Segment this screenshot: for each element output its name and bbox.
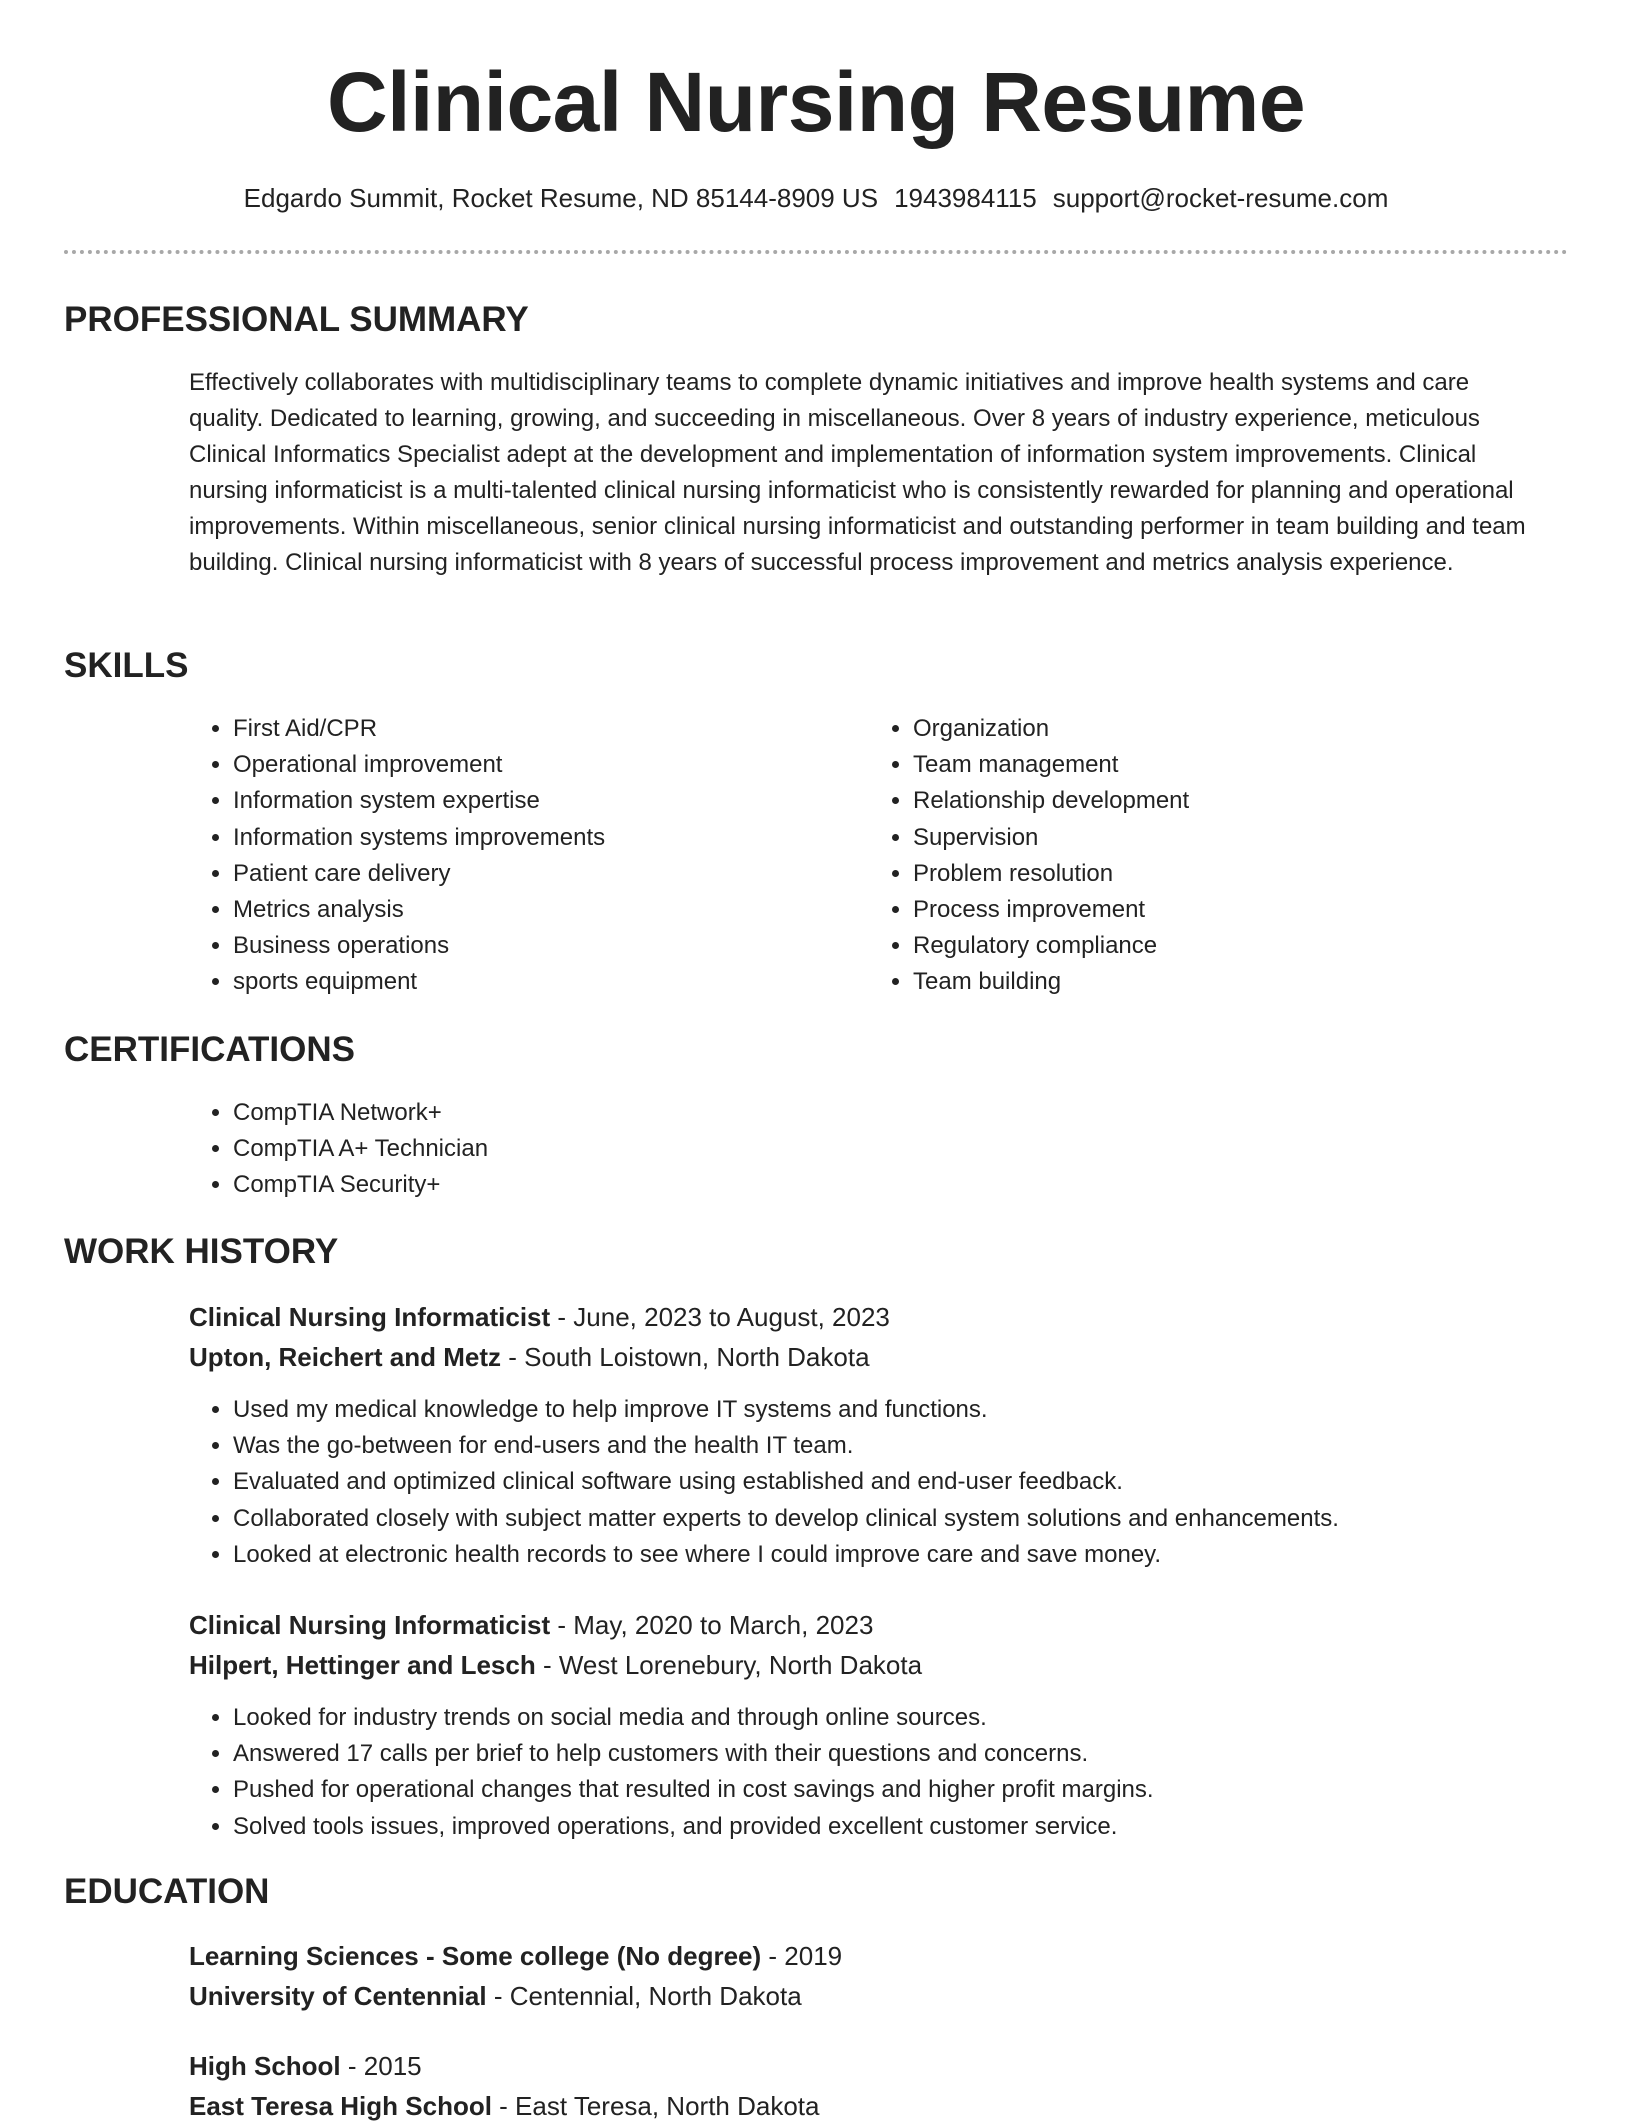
skill-item: • Business operations	[233, 928, 853, 964]
education-degree-line	[189, 2048, 422, 2084]
skill-item: • Problem resolution	[913, 856, 1533, 892]
resume-title: Clinical Nursing Resume	[326, 55, 1306, 149]
contact-phone: 1943984115	[894, 183, 1037, 213]
education-location: - East Teresa, North Dakota	[491, 2091, 820, 2121]
job-bullet: • Used my medical knowledge to help improve IT systems and functions.	[233, 1392, 1613, 1428]
job-bullet: • Was the go-between for end-users and the health IT team.	[233, 1428, 1613, 1464]
job-location: - South Loistown, North Dakota	[501, 1342, 870, 1372]
skill-item: • Process improvement	[913, 892, 1533, 928]
job-bullet: • Solved tools issues, improved operations, and provided excellent customer service.	[233, 1809, 1613, 1845]
skill-item: • Relationship development	[913, 783, 1533, 819]
job-bullets	[189, 1392, 1613, 1573]
job-bullet: • Looked at electronic health records to see where I could improve care and save money.	[233, 1537, 1613, 1573]
job-dates: - May, 2020 to March, 2023	[550, 1610, 874, 1640]
certification-item: • CompTIA Security+	[233, 1167, 1033, 1203]
work-history-heading: WORK HISTORY	[64, 1232, 339, 1271]
job-bullet: • Evaluated and optimized clinical software using established and end-user feedback.	[233, 1464, 1613, 1500]
certification-item: • CompTIA Network+	[233, 1095, 1033, 1131]
education-degree: High School	[189, 2051, 341, 2081]
skills-heading: SKILLS	[64, 646, 189, 685]
job-company-line	[189, 1647, 922, 1683]
education-school-line	[189, 2088, 820, 2124]
contact-address: Edgardo Summit, Rocket Resume, ND 85144-8909 US	[243, 183, 879, 213]
education-year: - 2015	[340, 2051, 422, 2081]
job-title-line	[189, 1607, 873, 1643]
education-year: - 2019	[761, 1941, 843, 1971]
skill-item: • Regulatory compliance	[913, 928, 1533, 964]
job-company-line	[189, 1339, 870, 1375]
skill-item: • sports equipment	[233, 964, 853, 1000]
education-degree: Learning Sciences - Some college (No degree)	[189, 1941, 762, 1971]
certifications-heading: CERTIFICATIONS	[64, 1030, 356, 1069]
contact-line	[0, 180, 1632, 216]
skills-list-left	[189, 711, 853, 1001]
education-school: East Teresa High School	[189, 2091, 492, 2121]
skills-list-right	[869, 711, 1533, 1001]
certification-item: • CompTIA A+ Technician	[233, 1131, 1033, 1167]
education-school-line	[189, 1978, 802, 2014]
job-bullet: • Answered 17 calls per brief to help customers with their questions and concerns.	[233, 1736, 1613, 1772]
skill-item: • Information system expertise	[233, 783, 853, 819]
skill-item: • Patient care delivery	[233, 856, 853, 892]
job-bullet: • Collaborated closely with subject matter experts to develop clinical system solutions and enhancements.	[233, 1501, 1613, 1537]
skill-item: • Team management	[913, 747, 1533, 783]
job-company: Upton, Reichert and Metz	[189, 1342, 502, 1372]
skill-item: • Information systems improvements	[233, 820, 853, 856]
skill-item: • Organization	[913, 711, 1533, 747]
header-divider	[64, 250, 1568, 254]
job-bullet: • Pushed for operational changes that resulted in cost savings and higher profit margins.	[233, 1772, 1613, 1808]
education-school: University of Centennial	[189, 1981, 487, 2011]
job-bullets	[189, 1700, 1613, 1845]
skill-item: • Metrics analysis	[233, 892, 853, 928]
skill-item: • Supervision	[913, 820, 1533, 856]
contact-email[interactable]: support@rocket-resume.com	[1052, 183, 1389, 213]
skill-item: • Team building	[913, 964, 1533, 1000]
skill-item: • First Aid/CPR	[233, 711, 853, 747]
certifications-list	[189, 1095, 1033, 1204]
job-title: Clinical Nursing Informaticist	[189, 1610, 551, 1640]
job-location: - West Lorenebury, North Dakota	[535, 1650, 923, 1680]
education-degree-line	[189, 1938, 842, 1974]
summary-text: Effectively collaborates with multidisciplinary teams to complete dynamic initiatives and improve health systems and care quality. Dedicated to learning, growing, and succeeding in miscellaneous. Over 8 years of industry experience, meticulous Clinical Informatics Specialist adept at the development and implementation of information system improvements. Clinical nursing informaticist is a multi-talented clinical nursing informaticist who is consistently rewarded for planning and operational improvements. Within miscellaneous, senior clinical nursing informaticist and outstanding performer in team building and team building. Clinical nursing informaticist with 8 years of successful process improvement and metrics analysis experience.	[189, 369, 1526, 576]
job-title-line	[189, 1299, 890, 1335]
job-dates: - June, 2023 to August, 2023	[550, 1302, 890, 1332]
education-heading: EDUCATION	[64, 1872, 270, 1911]
education-location: - Centennial, North Dakota	[486, 1981, 802, 2011]
summary-heading: PROFESSIONAL SUMMARY	[64, 300, 529, 339]
job-bullet: • Looked for industry trends on social media and through online sources.	[233, 1700, 1613, 1736]
skill-item: • Operational improvement	[233, 747, 853, 783]
job-company: Hilpert, Hettinger and Lesch	[189, 1650, 536, 1680]
job-title: Clinical Nursing Informaticist	[189, 1302, 551, 1332]
